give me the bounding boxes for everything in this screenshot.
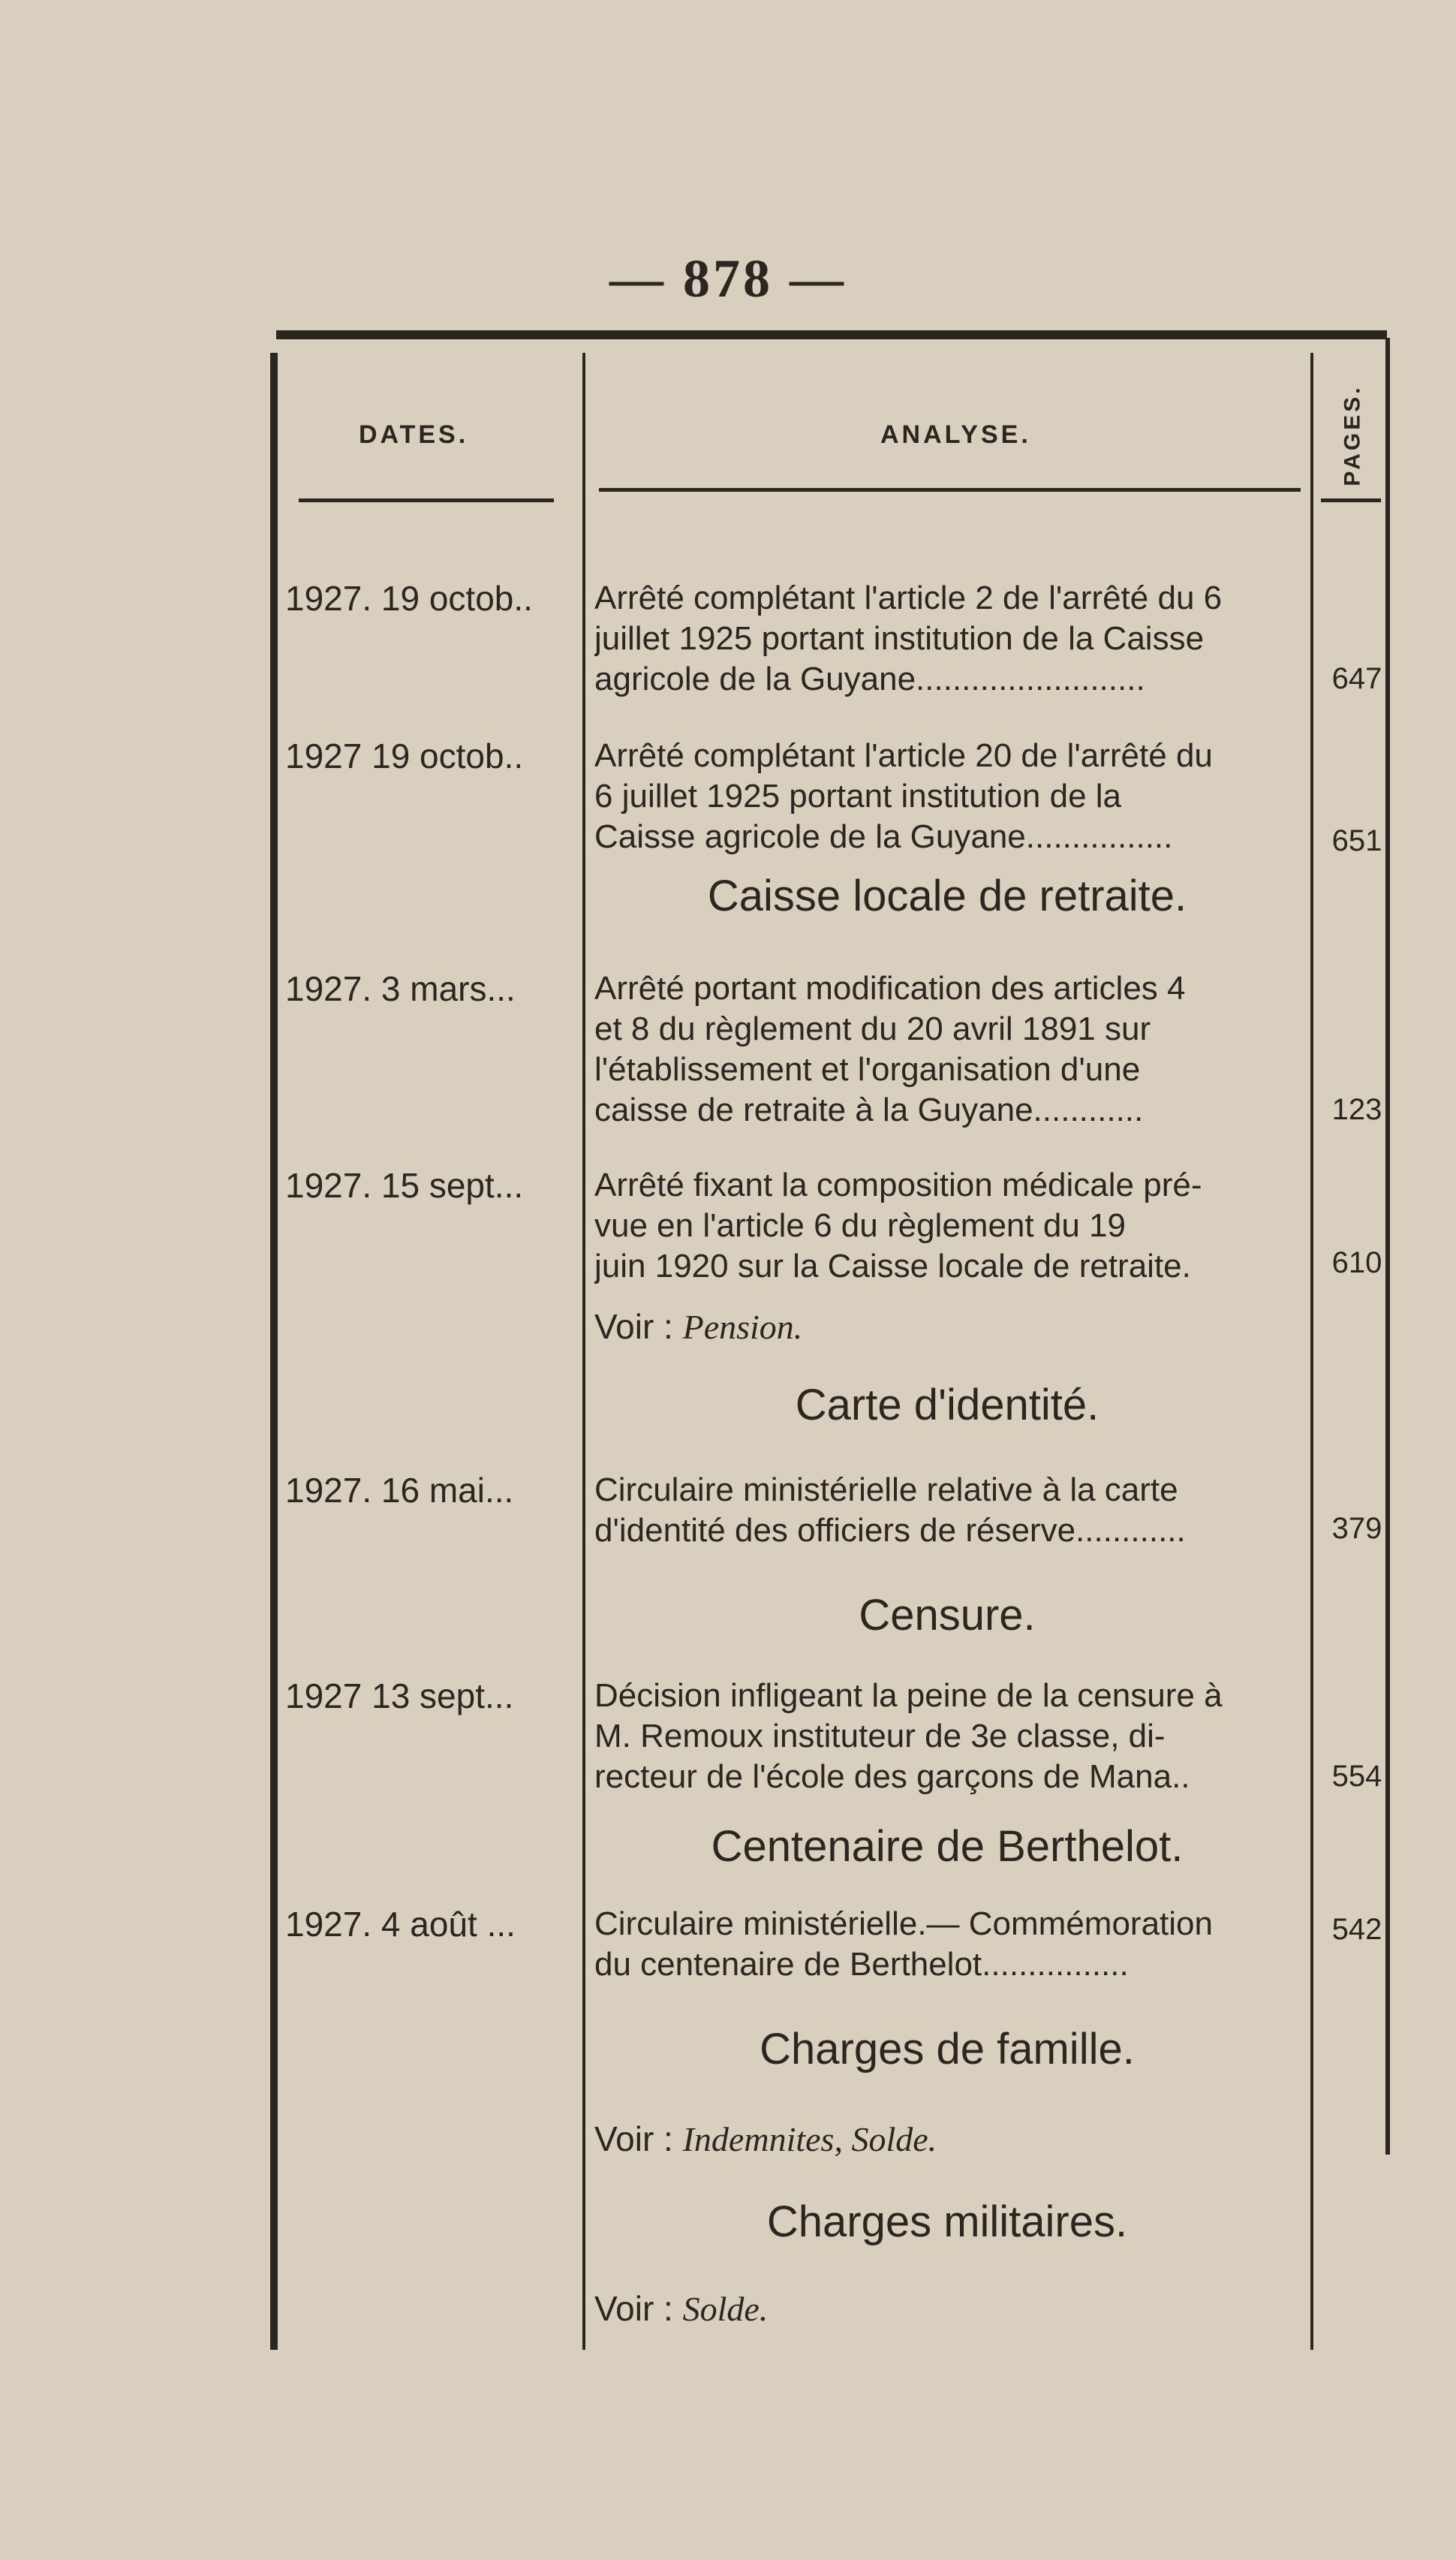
header-rule-dates [299,498,554,502]
header-rule-analyse [599,488,1301,492]
entry-page: 651 [1331,824,1382,857]
index-table [276,330,1394,2357]
entry-page: 379 [1331,1512,1382,1545]
see-also [594,1306,802,1347]
entry-date: 1927. 15 sept... [285,1166,524,1205]
entry-analysis: Arrêté complétant l'article 2 de l'arrêté du 6 juillet 1925 portant institution de la Caisse agricole de la Guyane......................... [594,580,1223,697]
left-rule [270,353,278,2350]
entry-date: 1927. 4 août ... [285,1905,516,1944]
header-rule-pages [1321,498,1381,502]
page-number: — 878 — [609,248,847,309]
entry-page: 647 [1331,662,1382,695]
entry-page: 123 [1331,1093,1382,1126]
entry-analysis: Circulaire ministérielle relative à la carte d'identité des officiers de réserve............ [594,1471,1186,1549]
entry-page: 542 [1331,1913,1382,1946]
header-dates: DATES. [359,420,469,449]
section-title: Carte d'identité. [795,1381,1100,1429]
see-also-label: Voir : [594,2119,673,2158]
entry-date: 1927 13 sept... [285,1676,514,1715]
entry-analysis: Décision infligeant la peine de la censure à M. Remoux instituteur de 3e classe, di- recteur de l'école des garçons de Mana.. [594,1677,1223,1795]
entry-page: 554 [1331,1760,1382,1793]
entry-date: 1927. 3 mars... [285,969,516,1008]
entry-analysis: Circulaire ministérielle.— Commémoration du centenaire de Berthelot................ [594,1905,1213,1983]
section-title: Charges de famille. [760,2025,1135,2074]
see-also-reference: Indemnites, Solde. [682,2120,937,2158]
see-also [594,2288,768,2329]
section-title: Charges militaires. [766,2197,1128,2246]
entry-analysis: Arrêté portant modification des articles 4 et 8 du règlement du 20 avril 1891 sur l'établissement et l'organisation d'une caisse de retraite à la Guyane............ [594,970,1186,1128]
entry-date: 1927 19 octob.. [285,736,524,776]
top-rule [276,330,1387,339]
see-also-reference: Solde. [682,2290,769,2328]
dates-column-rule [582,353,585,2350]
analyse-column-rule [1310,353,1313,2350]
entry-analysis: Arrêté complétant l'article 20 de l'arrêté du 6 juillet 1925 portant institution de la Caisse agricole de la Guyane................ [594,737,1213,855]
entry-analysis: Arrêté fixant la composition médicale pré- vue en l'article 6 du règlement du 19 juin 1920 sur la Caisse locale de retraite. [594,1167,1202,1285]
see-also [594,2119,937,2159]
section-title: Caisse locale de retraite. [707,872,1187,920]
entry-date: 1927. 16 mai... [285,1471,514,1510]
see-also-label: Voir : [594,1307,673,1346]
see-also-label: Voir : [594,2289,673,2328]
entry-page: 610 [1331,1246,1382,1279]
section-title: Censure. [859,1591,1036,1640]
header-pages: PAGES. [1340,384,1366,486]
header-analyse: ANALYSE. [880,420,1031,449]
see-also-reference: Pension. [682,1308,803,1346]
entry-date: 1927. 19 octob.. [285,579,533,618]
section-title: Centenaire de Berthelot. [711,1822,1184,1871]
